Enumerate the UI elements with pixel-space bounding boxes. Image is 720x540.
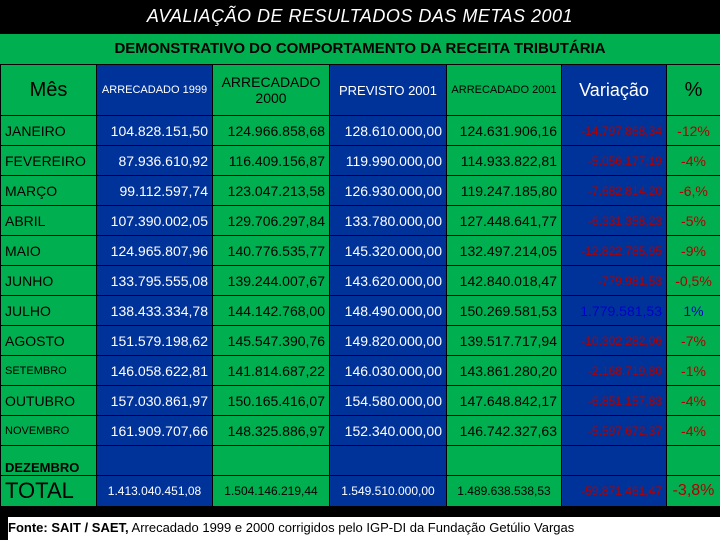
cell-mes: OUTUBRO: [1, 386, 97, 416]
cell-arrecadado-2001: 127.448.641,77: [447, 206, 562, 236]
cell-arrecadado-1999: 99.112.597,74: [97, 176, 213, 206]
cell-arrecadado-2000: 148.325.886,97: [213, 416, 330, 446]
cell-arrecadado-2000: 1.504.146.219,44: [213, 476, 330, 507]
cell-arrecadado-2000: 140.776.535,77: [213, 236, 330, 266]
cell-arrecadado-2001: 1.489.638.538,53: [447, 476, 562, 507]
cell-arrecadado-2001: 146.742.327,63: [447, 416, 562, 446]
cell-pct: -4%: [667, 146, 720, 176]
cell-arrecadado-2001: [447, 446, 562, 476]
cell-mes: DEZEMBRO: [1, 446, 97, 476]
cell-pct: -1%: [667, 356, 720, 386]
cell-previsto-2001: 143.620.000,00: [330, 266, 447, 296]
cell-variacao: -2.168.719,80: [562, 356, 667, 386]
table-row: [1, 146, 720, 176]
cell-arrecadado-2001: 132.497.214,05: [447, 236, 562, 266]
cell-arrecadado-2001: 124.631.906,16: [447, 116, 562, 146]
cell-arrecadado-1999: 146.058.622,81: [97, 356, 213, 386]
cell-previsto-2001: 126.930.000,00: [330, 176, 447, 206]
cell-arrecadado-2000: 145.547.390,76: [213, 326, 330, 356]
table-row: [1, 266, 720, 296]
cell-variacao: [562, 446, 667, 476]
cell-previsto-2001: 152.340.000,00: [330, 416, 447, 446]
page-title: AVALIAÇÃO DE RESULTADOS DAS METAS 2001: [146, 6, 574, 26]
cell-pct: 1%: [667, 296, 720, 326]
cell-mes: ABRIL: [1, 206, 97, 236]
cell-arrecadado-1999: 87.936.610,92: [97, 146, 213, 176]
cell-arrecadado-2001: 119.247.185,80: [447, 176, 562, 206]
cell-variacao: -12.822.785,95: [562, 236, 667, 266]
header-arrecadado-2000: ARRECADADO 2000: [213, 65, 330, 116]
table-row: [1, 356, 720, 386]
table-row: [1, 446, 720, 476]
cell-arrecadado-2001: 143.861.280,20: [447, 356, 562, 386]
cell-variacao: -6.851.157,83: [562, 386, 667, 416]
cell-variacao: -5.056.177,19: [562, 146, 667, 176]
cell-mes: JULHO: [1, 296, 97, 326]
cell-arrecadado-2000: 123.047.213,58: [213, 176, 330, 206]
total-row: [1, 476, 720, 507]
table-row: [1, 176, 720, 206]
cell-variacao: -7.682.814,20: [562, 176, 667, 206]
cell-variacao: 1.779.581,53: [562, 296, 667, 326]
cell-previsto-2001: 133.780.000,00: [330, 206, 447, 236]
footer-source: Fonte: SAIT / SAET,: [8, 520, 129, 535]
cell-pct: -7%: [667, 326, 720, 356]
cell-mes: FEVEREIRO: [1, 146, 97, 176]
cell-arrecadado-1999: 133.795.555,08: [97, 266, 213, 296]
cell-pct: -9%: [667, 236, 720, 266]
cell-previsto-2001: 128.610.000,00: [330, 116, 447, 146]
cell-arrecadado-2001: 142.840.018,47: [447, 266, 562, 296]
cell-previsto-2001: 146.030.000,00: [330, 356, 447, 386]
cell-pct: -4%: [667, 416, 720, 446]
cell-arrecadado-2000: 144.142.768,00: [213, 296, 330, 326]
cell-pct: -0,5%: [667, 266, 720, 296]
cell-arrecadado-2000: 129.706.297,84: [213, 206, 330, 236]
cell-arrecadado-1999: 138.433.334,78: [97, 296, 213, 326]
cell-variacao: -59.871.461,47: [562, 476, 667, 507]
cell-arrecadado-2001: 139.517.717,94: [447, 326, 562, 356]
cell-arrecadado-2000: 139.244.007,67: [213, 266, 330, 296]
cell-variacao: -5.597.672,37: [562, 416, 667, 446]
cell-arrecadado-2000: 116.409.156,87: [213, 146, 330, 176]
cell-variacao: -6.331.358,23: [562, 206, 667, 236]
cell-previsto-2001: 148.490.000,00: [330, 296, 447, 326]
cell-arrecadado-2001: 147.648.842,17: [447, 386, 562, 416]
table-row: [1, 296, 720, 326]
cell-previsto-2001: 1.549.510.000,00: [330, 476, 447, 507]
footer-note: Arrecadado 1999 e 2000 corrigidos pelo IGP-DI da Fundação Getúlio Vargas: [128, 520, 575, 535]
cell-variacao: -14.797.868,34: [562, 116, 667, 146]
cell-arrecadado-1999: 107.390.002,05: [97, 206, 213, 236]
cell-arrecadado-2001: 114.933.822,81: [447, 146, 562, 176]
table-row: [1, 386, 720, 416]
cell-previsto-2001: 154.580.000,00: [330, 386, 447, 416]
cell-pct: -5%: [667, 206, 720, 236]
cell-arrecadado-2000: 124.966.858,68: [213, 116, 330, 146]
cell-arrecadado-2001: 150.269.581,53: [447, 296, 562, 326]
source-footer: [8, 517, 720, 540]
cell-arrecadado-2000: 141.814.687,22: [213, 356, 330, 386]
cell-pct: -4%: [667, 386, 720, 416]
cell-mes: AGOSTO: [1, 326, 97, 356]
cell-pct: -6,%: [667, 176, 720, 206]
table-row: [1, 236, 720, 266]
cell-mes: SETEMBRO: [1, 356, 97, 386]
cell-previsto-2001: 145.320.000,00: [330, 236, 447, 266]
cell-arrecadado-1999: 1.413.040.451,08: [97, 476, 213, 507]
table-row: [1, 116, 720, 146]
table-header-row: [1, 65, 720, 116]
table-row: [1, 416, 720, 446]
header-previsto-2001: PREVISTO 2001: [330, 65, 447, 116]
cell-variacao: -10.302.282,06: [562, 326, 667, 356]
cell-variacao: -779.981,53: [562, 266, 667, 296]
page-subtitle: DEMONSTRATIVO DO COMPORTAMENTO DA RECEITA TRIBUTÁRIA: [114, 40, 606, 57]
cell-arrecadado-1999: 161.909.707,66: [97, 416, 213, 446]
revenue-table: [0, 64, 720, 507]
cell-arrecadado-1999: 124.965.807,96: [97, 236, 213, 266]
cell-pct: [667, 446, 720, 476]
cell-previsto-2001: 119.990.000,00: [330, 146, 447, 176]
table-row: [1, 326, 720, 356]
header-arrecadado-1999: ARRECADADO 1999: [97, 65, 213, 116]
cell-previsto-2001: [330, 446, 447, 476]
cell-mes: MAIO: [1, 236, 97, 266]
cell-pct: -12%: [667, 116, 720, 146]
cell-previsto-2001: 149.820.000,00: [330, 326, 447, 356]
cell-arrecadado-2000: [213, 446, 330, 476]
cell-arrecadado-1999: 104.828.151,50: [97, 116, 213, 146]
cell-pct: -3,8%: [667, 476, 720, 507]
header-pct: %: [667, 65, 720, 116]
header-mes: Mês: [1, 65, 97, 116]
table-row: [1, 206, 720, 236]
cell-mes: MARÇO: [1, 176, 97, 206]
header-variacao: Variação: [562, 65, 667, 116]
cell-arrecadado-2000: 150.165.416,07: [213, 386, 330, 416]
cell-arrecadado-1999: [97, 446, 213, 476]
cell-arrecadado-1999: 157.030.861,97: [97, 386, 213, 416]
cell-mes: JUNHO: [1, 266, 97, 296]
header-arrecadado-2001: ARRECADADO 2001: [447, 65, 562, 116]
cell-mes: TOTAL: [1, 476, 97, 507]
cell-mes: JANEIRO: [1, 116, 97, 146]
cell-mes: NOVEMBRO: [1, 416, 97, 446]
cell-arrecadado-1999: 151.579.198,62: [97, 326, 213, 356]
